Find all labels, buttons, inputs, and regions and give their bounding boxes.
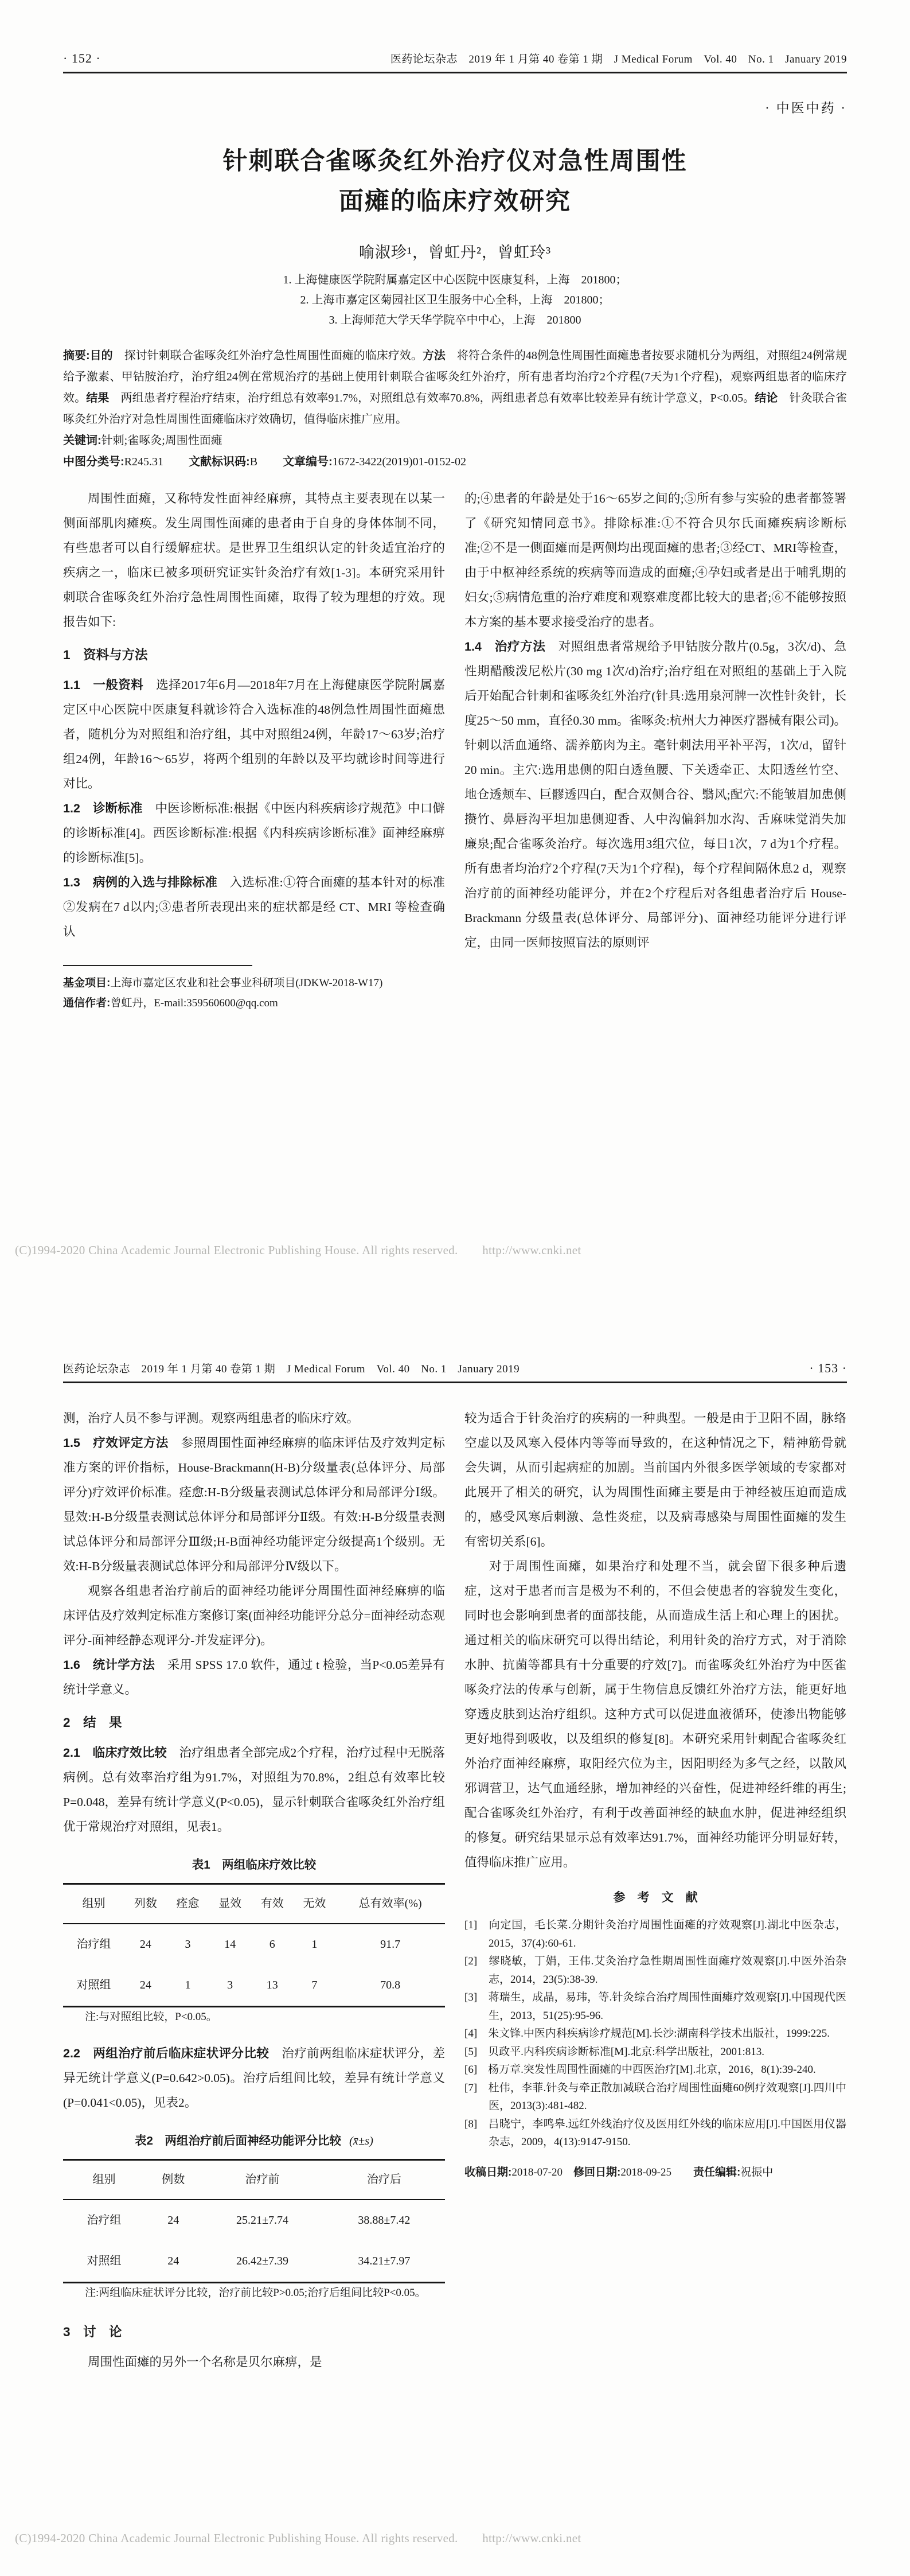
section-1-1: 1.1 一般资料 选择2017年6月—2018年7月在上海健康医学院附属嘉定区中心医院中医康复科就诊符合入选标准的48例急性周围性面瘫患者，随机分为对照组和治疗组，其中对照组24例，年龄17～63岁;治疗组24例，年龄16～65岁，将两个组别的年龄以及平均就诊时间等进行对比。 xyxy=(63,678,445,791)
discussion-paragraph-2: 对于周围性面瘫，如果治疗和处理不当，就会留下很多种后遗症，这对于患者而言是极为不利的，不但会使患者的容貌发生变化，同时也会影响到患者的面部技能，从而造成生活上和心理上的困扰。通过相关的临床研究可以得出结论，利用针灸的治疗方式，对于消除水肿、抗菌等都具有十分重要的疗效[7]。而雀啄灸红外治疗为中医雀啄灸疗法的传承与创新，属于生物信息反馈红外治疗方法，能更好地穿透皮肤到达治疗组织。这种方式可以促进血液循环，使渗出物能够更好地得到吸收，以及组织的修复[8]。本研究采用针刺配合雀啄灸红外治疗面神经麻痹，取阳经穴位为主，因阳明经为多气之经，以散风邪调营卫，达气血通经脉，增加神经的兴奋性，促进神经纤维的再生;配合雀啄灸红外治疗，有利于改善面神经的缺血水肿，促进神经组织的修复。研究结果显示总有效率达91.7%，面神经功能评分明显好转，值得临床推广应用。 xyxy=(464,1559,846,1869)
discussion-opening: 周围性面瘫的另外一个名称是贝尔麻痹，是 xyxy=(88,2355,322,2369)
section-1-4: 1.4 治疗方法 对照组患者常规给予甲钴胺分散片(0.5g，3次/d)、急性期醋酸泼尼松片(30 mg 1次/d)治疗;治疗组在对照组的基础上于入院后开始配合针刺和雀啄灸红外治疗(针具:选用泉河牌一次性针灸针，长度25～50 mm，直径0.30 mm。雀啄灸:杭州大力神医疗器械有限公司)。针刺以活血通络、濡养筋肉为主。毫针刺法用平补平泻，1次/d，留针20 min。主穴:选用患侧的阳白透鱼腰、下关透牵正、太阳透丝竹空、地仓透颊车、巨髎透四白，配合双侧合谷、翳风;配穴:不能皱眉加患侧攒竹、鼻唇沟平坦加患侧迎香、人中沟偏斜加水沟、舌麻味觉消失加廉泉;配合雀啄灸治疗。每次选用3组穴位，每日1次，7 d为1个疗程。所有患者均治疗2个疗程(7天为1个疗程)，每个疗程间隔休息2 d，观察治疗前的面神经功能评分，并在2个疗程后对各组患者治疗后 House-Brackmann 分级量表(总体评分、局部评分)、面神经功能评分进行评定，由同一医师按照盲法的原则评 xyxy=(464,640,847,950)
table1-header-row: 组别 列数 痊愈 显效 有效 无效 总有效率(%) xyxy=(63,1884,445,1924)
footnote-rule xyxy=(63,965,252,966)
journal-masthead: 医药论坛杂志 2019 年 1 月第 40 卷第 1 期 J Medical Forum Vol. 40 No. 1 January 2019 xyxy=(390,53,847,65)
fund-line: 基金项目:上海市嘉定区农业和社会事业科研项目(JDKW-2018-W17) xyxy=(63,977,383,990)
footnote-block xyxy=(63,965,445,1013)
abstract-label: 摘要:目的 xyxy=(63,349,113,363)
page1-left-column xyxy=(63,487,445,1013)
page1-header xyxy=(63,0,847,66)
corresponding-author-line: 通信作者:曾虹丹，E-mail:359560600@qq.com xyxy=(63,997,278,1010)
keywords-line: 关键词:针刺;雀啄灸;周围性面瘫 xyxy=(63,434,222,448)
intro-paragraph: 周围性面瘫，又称特发性面神经麻痹，其特点主要表现在以某一侧面部肌肉瘫痪。发生周围性面瘫的患者由于自身的身体体制不同，有些患者可以自行缓解症状。是世界卫生组织认定的针灸适宜治疗的疾病之一，临床已被多项研究证实针灸治疗有效[1-3]。本研究采用针刺联合雀啄灸红外治疗急性周围性面瘫，取得了较为理想的疗效。现报告如下: xyxy=(63,492,445,629)
reference-item: [7] 杜伟，李菲.针灸与牵正散加减联合治疗周围性面瘫60例疗效观察[J].四川中医，2013(3):481-482. xyxy=(464,2081,846,2112)
results-label: 结果 xyxy=(86,392,110,405)
table2-caption: 表2 两组治疗前后面神经功能评分比较 (x̄±s) xyxy=(135,2134,373,2147)
observation-paragraph: 观察各组患者治疗前后的面神经功能评分周围性面神经麻痹的临床评估及疗效判定标准方案修订案(面神经功能评分总分=面神经动态观评分-面神经静态观评分-并发症评分)。 xyxy=(63,1584,445,1647)
table1-note: 注:与对照组比较，P<0.05。 xyxy=(85,2011,217,2023)
affiliation-1: 1. 上海健康医学院附属嘉定区中心医院中医康复科，上海 201800； xyxy=(283,274,627,287)
table1-caption: 表1 两组临床疗效比较 xyxy=(192,1858,317,1871)
page-2 xyxy=(0,1288,910,2576)
table-row: 对照组 24 26.42±7.39 34.21±7.97 xyxy=(87,2255,411,2267)
reference-item: [5] 贝政平.内科疾病诊断标准[M].北京:科学出版社，2001:813. xyxy=(464,2045,765,2058)
page2-left-column xyxy=(63,1406,445,2375)
title-line-2: 面瘫的临床疗效研究 xyxy=(339,188,571,215)
section-1-5: 1.5 疗效评定方法 参照周围性面神经麻痹的临床评估及疗效判定标准方案的评价指标，House-Brackmann(H-B)分级量表(总体评分、局部评分)疗效评价标准。痊愈:H-B分级量表测试总体评分和局部评分Ⅰ级。显效:H-B分级量表测试总体评分和局部评分Ⅱ级。有效:H-B分级量表测试总体评分和局部评分Ⅲ级;H-B面神经功能评定分级提高1个级别。无效:H-B分级量表测试总体评分和局部评分Ⅳ级以下。 xyxy=(63,1436,445,1573)
article-title xyxy=(63,142,847,221)
page1-right-column xyxy=(464,487,846,1013)
page-number: · 152 · xyxy=(63,51,101,65)
section-1-2: 1.2 诊断标准 中医诊断标准:根据《中医内科疾病诊疗规范》中口僻的诊断标准[4]。西医诊断标准:根据《内科疾病诊断标准》面神经麻痹的诊断标准[5]。 xyxy=(63,801,445,865)
conclusion-label: 结论 xyxy=(755,392,778,405)
references-heading: 参 考 文 献 xyxy=(613,1891,698,1904)
header-rule xyxy=(63,72,847,73)
blinding-continuation: 测，治疗人员不参与评测。观察两组患者的临床疗效。 xyxy=(63,1411,360,1425)
abstract-block xyxy=(63,345,847,473)
title-line-1: 针刺联合雀啄灸红外治疗仪对急性周围性 xyxy=(222,148,688,175)
affiliations xyxy=(63,270,847,330)
abstract-paragraph: 摘要:目的 探讨针刺联合雀啄灸红外治疗急性周围性面瘫的临床疗效。方法 将符合条件的48例急性周围性面瘫患者按要求随机分为两组，对照组24例常规给予激素、甲钴胺治疗，治疗组24例在常规治疗的基础上使用针刺联合雀啄灸红外治疗，所有患者均治疗2个疗程(7天为1个疗程)，观察两组患者的临床疗效。结果 两组患者疗程治疗结束，治疗组总有效率91.7%，对照组总有效率70.8%，两组患者总有效率比较差异有统计学意义，P<0.05。结论 针灸联合雀啄灸红外治疗对急性周围性面瘫临床疗效确切，值得临床推广应用。 xyxy=(63,349,847,426)
table-row: 治疗组 24 3 14 6 1 91.7 xyxy=(76,1938,401,1951)
page1-body xyxy=(63,487,847,1013)
cnki-copyright: (C)1994-2020 China Academic Journal Electronic Publishing House. All rights reserved. http://www.cnki.net xyxy=(15,1243,581,1257)
section-2-2: 2.2 两组治疗前后临床症状评分比较 治疗前两组临床症状评分，差异无统计学意义(P=0.642>0.05)。治疗后组间比较，差异有统计学意义(P=0.041<0.05)，见表2。 xyxy=(63,2046,445,2110)
doc-code-label: 文献标识码: xyxy=(189,456,250,469)
page2-right-column xyxy=(464,1406,846,2375)
article-no-label: 文章编号: xyxy=(283,456,333,469)
table-row: 治疗组 24 25.21±7.74 38.88±7.42 xyxy=(87,2214,411,2227)
methods-label: 方法 xyxy=(422,349,446,363)
section-3-heading: 3 讨 论 xyxy=(63,2325,122,2339)
section-2-heading: 2 结 果 xyxy=(63,1715,122,1730)
table-1 xyxy=(63,1883,445,2007)
reference-item: [6] 杨万章.突发性周围性面瘫的中西医治疗[M].北京，2016，8(1):39-240. xyxy=(464,2064,816,2076)
table-row: 对照组 24 1 3 13 7 70.8 xyxy=(76,1979,401,1991)
criteria-continuation: 的;④患者的年龄是处于16～65岁之间的;⑤所有参与实验的患者都签署了《研究知情同意书》。排除标准:①不符合贝尔氏面瘫疾病诊断标准;②不是一侧面瘫而是两侧均出现面瘫的患者;③经CT、MRI等检查，由于中枢神经系统的疾病等而造成的面瘫;④孕妇或者是出于哺乳期的妇女;⑤病情危重的治疗难度和观察难度都比较大的患者;⑥不能够按照本方案的基本要求接受治疗的患者。 xyxy=(464,492,846,629)
section-2-1: 2.1 临床疗效比较 治疗组患者全部完成2个疗程，治疗过程中无脱落病例。总有效率治疗组为91.7%，对照组为70.8%，2组总有效率比较 P=0.048，差异有统计学意义(P<0.05)，显示针刺联合雀啄灸红外治疗组优于常规治疗对照组，见表1。 xyxy=(63,1746,445,1834)
table-2 xyxy=(63,2159,445,2283)
section-tag: · 中医中药 · xyxy=(765,101,847,115)
reference-item: [8] 吕晓宁，李鸣皋.远红外线治疗仪及医用红外线的临床应用[J].中国医用仪器杂志，2009，4(13):9147-9150. xyxy=(464,2118,846,2148)
classification-line: 中图分类号:R245.31 文献标识码:B 文章编号:1672-3422(2019)01-0152-02 xyxy=(63,456,467,469)
page2-body xyxy=(63,1406,847,2375)
section-1-3: 1.3 病例的入选与排除标准 入选标准:①符合面瘫的基本针对的标准②发病在7 d以内;③患者所表现出来的症状都是经 CT、MRI 等检查确认 xyxy=(63,875,445,939)
discussion-paragraph-1: 较为适合于针灸治疗的疾病的一种典型。一般是由于卫阳不固，脉络空虚以及风寒入侵体内等等而导致的，在这种情况之下，精神筋骨就会失调，从而引起病症的加剧。当前国内外很多医学领域的专家都对此展开了相关的研究，认为周围性面瘫主要是由于神经被压迫而造成的，感受风寒后刺激、急性炎症，以及病毒感染与周围性面瘫的发生有密切关系[6]。 xyxy=(464,1411,846,1548)
cnki-copyright: (C)1994-2020 China Academic Journal Electronic Publishing House. All rights reserved. http://www.cnki.net xyxy=(15,2531,581,2545)
journal-masthead: 医药论坛杂志 2019 年 1 月第 40 卷第 1 期 J Medical Forum Vol. 40 No. 1 January 2019 xyxy=(63,1363,520,1375)
dates-line: 收稿日期:2018-07-20 修回日期:2018-09-25 责任编辑:祝振中 xyxy=(464,2166,774,2178)
page-number: · 153 · xyxy=(809,1361,847,1375)
reference-item: [1] 向定国，毛长菜.分期针灸治疗周围性面瘫的疗效观察[J].湖北中医杂志，2015，37(4):60-61. xyxy=(464,1919,846,1949)
keywords-label: 关键词: xyxy=(63,434,101,448)
table2-note: 注:两组临床症状评分比较，治疗前比较P>0.05;治疗后组间比较P<0.05。 xyxy=(85,2287,426,2299)
affiliation-2: 2. 上海市嘉定区菊园社区卫生服务中心全科，上海 201800； xyxy=(300,294,610,307)
reference-item: [3] 蒋瑞生，成晶，易玮，等.针灸综合治疗周围性面瘫疗效观察[J].中国现代医生，2013，51(25):95-96. xyxy=(464,1991,846,2022)
clc-label: 中图分类号: xyxy=(63,456,124,469)
reference-item: [4] 朱文锋.中医内科疾病诊疗规范[M].长沙:湖南科学技术出版社，1999:225. xyxy=(464,2028,830,2040)
page2-header xyxy=(63,1288,847,1376)
authors: 喻淑珍¹，曾虹丹²，曾虹玲³ xyxy=(358,244,552,262)
reference-list xyxy=(464,1916,846,2151)
table2-header-row: 组别 例数 治疗前 治疗后 xyxy=(63,2160,445,2200)
section-1-heading: 1 资料与方法 xyxy=(63,648,148,663)
reference-item: [2] 缪晓敏，丁娟，王伟.艾灸治疗急性期周围性面瘫疗效观察[J].中医外治杂志，2014，23(5):38-39. xyxy=(464,1955,846,1986)
affiliation-3: 3. 上海师范大学天华学院卒中中心，上海 201800 xyxy=(329,314,581,327)
section-1-6: 1.6 统计学方法 采用 SPSS 17.0 软件，通过 t 检验，当P<0.05差异有统计学意义。 xyxy=(63,1658,446,1696)
header-rule xyxy=(63,1382,847,1383)
